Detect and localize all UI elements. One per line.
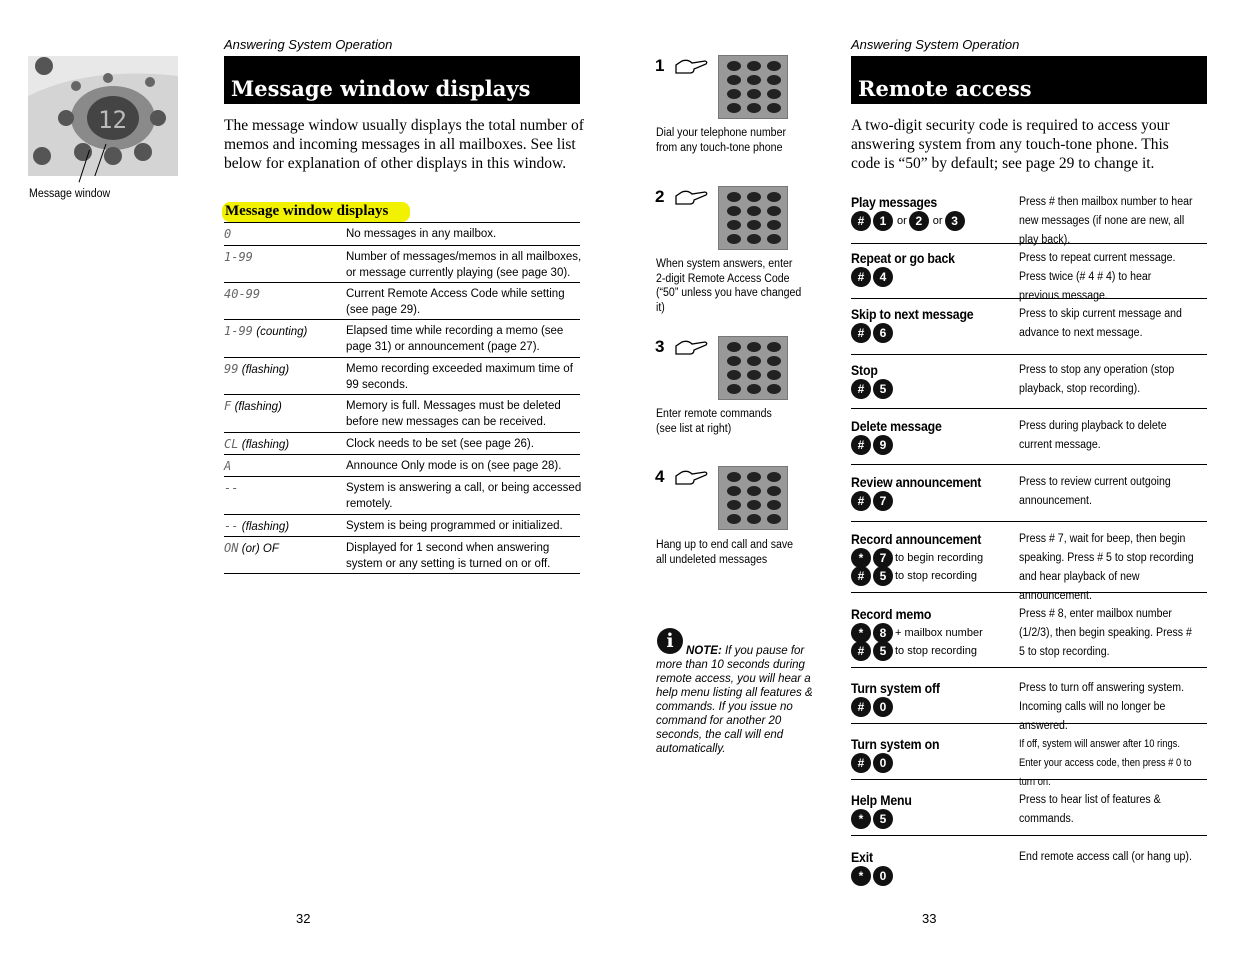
keypad-key-icon [747, 342, 761, 352]
command-desc: If off, system will answer after 10 rings. Enter your access code, then press # 0 to turn on. [1019, 738, 1192, 788]
table-row [224, 320, 580, 358]
command-row [851, 677, 1207, 732]
key-star-icon: * [851, 548, 871, 568]
mailbox-label: + mailbox number [895, 627, 983, 639]
keypad-icon [718, 186, 788, 250]
keypad-key-icon [747, 472, 761, 482]
step-text: Hang up to end call and save all undeleted messages [656, 539, 794, 566]
command-row [851, 415, 1207, 465]
command-row [851, 471, 1207, 522]
step-text: Enter remote commands (see list at right) [656, 408, 772, 435]
keypad-key-icon [767, 514, 781, 524]
page-title-left: Message window displays [224, 56, 580, 104]
stop-label: to stop recording [895, 570, 977, 582]
command-name: Stop [851, 362, 878, 378]
keypad-key-icon [767, 342, 781, 352]
display-note: (counting) [256, 326, 308, 338]
key-hash-icon: # [851, 435, 871, 455]
keypad-key-icon [727, 356, 741, 366]
display-desc: Current Remote Access Code while setting (see page 29). [346, 288, 565, 316]
keypad-key-icon [727, 75, 741, 85]
keypad-key-icon [747, 370, 761, 380]
display-desc: Elapsed time while recording a memo (see page 31) or announcement (page 27). [346, 325, 564, 353]
keypad-key-icon [727, 220, 741, 230]
table-row [224, 477, 580, 515]
page-number-left: 32 [296, 911, 311, 926]
table-row [224, 358, 580, 395]
display-code: 99 [224, 362, 239, 376]
command-row [851, 846, 1207, 886]
keypad-key-icon [727, 103, 741, 113]
key-0-icon: 0 [873, 753, 893, 773]
command-desc: Press # 7, wait for beep, then begin speaking. Press # 5 to stop recording and hear playback of new announcement. [1019, 533, 1194, 602]
note-block [656, 644, 814, 756]
key-8-icon: 8 [873, 623, 893, 643]
display-code: ON [224, 541, 239, 555]
table-row [224, 223, 580, 246]
note-text: If you pause for more than 10 seconds during remote access, you will hear a help menu listing all features & commands. If you issue no command for another 20 seconds, the call will end automatically. [656, 645, 813, 755]
command-row [851, 359, 1207, 409]
command-name: Play messages [851, 194, 938, 210]
table-row [224, 537, 580, 574]
command-row [851, 528, 1207, 602]
command-keys [851, 211, 967, 231]
key-hash-icon: # [851, 211, 871, 231]
command-name: Record announcement [851, 531, 982, 547]
keypad-key-icon [767, 500, 781, 510]
key-5-icon: 5 [873, 566, 893, 586]
table-row [224, 433, 580, 455]
command-name: Turn system on [851, 736, 940, 752]
table-row [224, 395, 580, 433]
key-7-icon: 7 [873, 491, 893, 511]
display-code: CL [224, 437, 239, 451]
keypad-key-icon [767, 472, 781, 482]
command-desc: Press to stop any operation (stop playback, stop recording). [1019, 364, 1175, 395]
command-desc: Press # 8, enter mailbox number (1/2/3), then begin speaking. Press # 5 to stop recording. [1019, 608, 1192, 658]
command-row [851, 247, 1207, 302]
keypad-key-icon [727, 514, 741, 524]
key-5-icon: 5 [873, 641, 893, 661]
command-desc: Press to turn off answering system. Incoming calls will no longer be answered. [1019, 682, 1185, 732]
step-number: 4 [655, 467, 665, 486]
command-name: Review announcement [851, 474, 982, 490]
step-number: 1 [655, 56, 665, 75]
command-name: Record memo [851, 606, 932, 622]
keypad-key-icon [727, 206, 741, 216]
command-name: Help Menu [851, 792, 912, 808]
keypad-icon [718, 466, 788, 530]
key-6-icon: 6 [873, 323, 893, 343]
display-code: 40-99 [224, 287, 261, 301]
keypad-key-icon [727, 370, 741, 380]
key-hash-icon: # [851, 267, 871, 287]
display-code: 0 [224, 227, 232, 241]
pointing-hand-icon [674, 57, 708, 75]
keypad-key-icon [727, 500, 741, 510]
step-text: When system answers, enter 2-digit Remote Access Code (“50” unless you have changed it) [656, 258, 802, 314]
keypad-key-icon [767, 61, 781, 71]
key-hash-icon: # [851, 641, 871, 661]
command-name: Turn system off [851, 680, 940, 696]
keypad-key-icon [767, 89, 781, 99]
key-hash-icon: # [851, 697, 871, 717]
table-heading: Message window displays [225, 203, 389, 219]
table-row [224, 283, 580, 320]
command-desc: End remote access call (or hang up). [1019, 851, 1192, 863]
section-header-left: Answering System Operation [224, 37, 393, 52]
command-desc: Press to hear list of features & commands. [1019, 794, 1161, 825]
page-number-right: 33 [922, 911, 937, 926]
command-row [851, 603, 1207, 668]
keypad-key-icon [767, 486, 781, 496]
keypad-key-icon [747, 192, 761, 202]
command-desc: Press to repeat current message. Press twice (# 4 # 4) to hear previous message. [1019, 252, 1176, 302]
begin-label: to begin recording [895, 552, 984, 564]
key-5-icon: 5 [873, 379, 893, 399]
display-desc: Memo recording exceeded maximum time of 99 seconds. [346, 363, 573, 391]
key-9-icon: 9 [873, 435, 893, 455]
display-desc: Announce Only mode is on (see page 28). [346, 460, 562, 472]
display-note: (flashing) [241, 521, 290, 533]
keypad-key-icon [747, 356, 761, 366]
command-desc: Press to review current outgoing announcement. [1019, 476, 1171, 507]
key-hash-icon: # [851, 323, 871, 343]
keypad-key-icon [747, 61, 761, 71]
keypad-key-icon [747, 206, 761, 216]
photo-caption: Message window [29, 188, 111, 200]
keypad-icon [718, 55, 788, 119]
keypad-key-icon [727, 342, 741, 352]
display-note: (or) OF [241, 543, 279, 555]
key-hash-icon: # [851, 753, 871, 773]
pointing-hand-icon [674, 468, 708, 486]
command-name: Exit [851, 849, 873, 865]
key-0-icon: 0 [873, 697, 893, 717]
keypad-key-icon [727, 384, 741, 394]
keypad-key-icon [747, 234, 761, 244]
or-label: or [932, 215, 943, 227]
device-photo [28, 56, 178, 176]
keypad-key-icon [727, 486, 741, 496]
pointing-hand-icon [674, 188, 708, 206]
keypad-key-icon [747, 89, 761, 99]
keypad-key-icon [767, 220, 781, 230]
or-label: or [897, 215, 907, 227]
intro-left: The message window usually displays the total number of memos and incoming messages in all mailboxes. See list below for explanation of other displays in this window. [224, 117, 584, 172]
command-row [851, 303, 1207, 355]
key-hash-icon: # [851, 566, 871, 586]
keypad-key-icon [767, 356, 781, 366]
keypad-key-icon [767, 206, 781, 216]
keypad-key-icon [747, 75, 761, 85]
page-title-right: Remote access [851, 56, 1207, 104]
command-desc: Press during playback to delete current message. [1019, 420, 1167, 451]
step-number: 3 [655, 337, 665, 356]
key-2-icon: 2 [909, 211, 929, 231]
svg-text:12: 12 [98, 106, 127, 134]
keypad-key-icon [767, 384, 781, 394]
key-0-icon: 0 [873, 866, 893, 886]
display-note: (flashing) [241, 364, 290, 376]
keypad-key-icon [747, 486, 761, 496]
key-star-icon: * [851, 866, 871, 886]
display-note: (flashing) [241, 439, 290, 451]
keypad-key-icon [727, 472, 741, 482]
key-4-icon: 4 [873, 267, 893, 287]
command-desc: Press # then mailbox number to hear new messages (if none are new, all play back). [1019, 196, 1193, 246]
keypad-key-icon [747, 500, 761, 510]
info-icon: i [657, 628, 683, 654]
display-desc: No messages in any mailbox. [346, 228, 497, 240]
display-desc: System is being programmed or initialized. [346, 520, 563, 532]
key-star-icon: * [851, 809, 871, 829]
keypad-key-icon [767, 192, 781, 202]
display-note: (flashing) [234, 401, 282, 413]
keypad-key-icon [727, 234, 741, 244]
answering-machine-image [28, 56, 178, 176]
display-code: -- [224, 519, 239, 533]
keypad-key-icon [767, 234, 781, 244]
display-code: -- [224, 481, 239, 495]
display-code: 1-99 [224, 324, 253, 338]
section-header-right: Answering System Operation [851, 37, 1020, 52]
display-desc: Memory is full. Messages must be deleted before new messages can be received. [346, 400, 561, 428]
keypad-key-icon [767, 103, 781, 113]
key-5-icon: 5 [873, 809, 893, 829]
keypad-key-icon [747, 103, 761, 113]
keypad-key-icon [747, 514, 761, 524]
keypad-key-icon [767, 370, 781, 380]
note-label: NOTE: [686, 645, 722, 657]
command-row [851, 191, 1207, 244]
display-desc: System is answering a call, or being accessed remotely. [346, 482, 582, 510]
display-desc: Clock needs to be set (see page 26). [346, 438, 534, 450]
command-row [851, 789, 1207, 836]
display-desc: Number of messages/memos in all mailboxes, or message currently playing (see page 30). [346, 251, 582, 279]
pointing-hand-icon [674, 338, 708, 356]
keypad-icon [718, 336, 788, 400]
key-7-icon: 7 [873, 548, 893, 568]
intro-right: A two-digit security code is required to access your answering system from any touch-tone phone. This code is “50” by default; see page 29 to change it. [851, 117, 1170, 172]
keypad-key-icon [727, 61, 741, 71]
keypad-key-icon [767, 75, 781, 85]
key-1-icon: 1 [873, 211, 893, 231]
step-text: Dial your telephone number from any touch-tone phone [656, 127, 786, 154]
table-row [224, 515, 580, 537]
display-code: A [224, 459, 232, 473]
command-row [851, 733, 1207, 788]
command-desc: Press to skip current message and advance to next message. [1019, 308, 1182, 339]
keypad-key-icon [747, 384, 761, 394]
display-code: 1-99 [224, 250, 253, 264]
step-number: 2 [655, 187, 665, 206]
key-hash-icon: # [851, 491, 871, 511]
command-name: Delete message [851, 418, 942, 434]
display-desc: Displayed for 1 second when answering system or any setting is turned on or off. [346, 542, 551, 570]
stop-label: to stop recording [895, 645, 977, 657]
table-row [224, 455, 580, 477]
table-row [224, 246, 580, 283]
display-code: F [224, 399, 232, 413]
key-star-icon: * [851, 623, 871, 643]
key-3-icon: 3 [945, 211, 965, 231]
keypad-key-icon [727, 89, 741, 99]
command-name: Repeat or go back [851, 250, 955, 266]
keypad-key-icon [747, 220, 761, 230]
command-name: Skip to next message [851, 306, 974, 322]
key-hash-icon: # [851, 379, 871, 399]
keypad-key-icon [727, 192, 741, 202]
